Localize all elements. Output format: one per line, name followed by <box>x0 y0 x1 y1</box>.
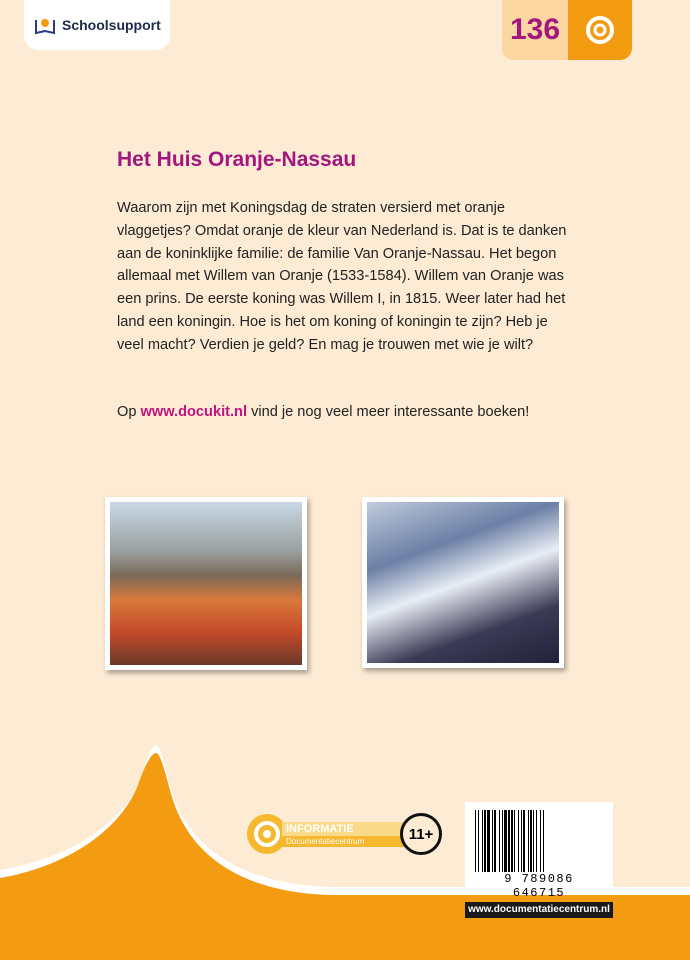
spiral-icon <box>585 15 615 45</box>
series-number: 136 <box>502 0 568 60</box>
informatie-sub: Documentatiecentrum <box>282 836 406 847</box>
photo-koningsdag <box>105 497 307 670</box>
book-icon <box>34 15 56 35</box>
logo-text: Schoolsupport <box>62 17 161 33</box>
barcode <box>465 802 613 900</box>
description: Waarom zijn met Koningsdag de straten versierd met oranje vlaggetjes? Omdat oranje de kleur van Nederland is. Dat is te danken aan de koninklijke familie: de familie Van Oranje-Nassau. Het begon allemaal met Willem van Oranje (1533-1584). Willem van Oranje was een prins. De eerste koning was Willem I, in 1815. Weer later had het land een koningin. Hoe is het om koning of koningin te zijn? Heb je veel macht? Verdien je geld? En mag je trouwen met wie je wilt? <box>117 200 567 353</box>
publisher-url[interactable]: www.documentatiecentrum.nl <box>465 902 613 918</box>
age-badge: 11+ <box>400 813 442 855</box>
more-suffix: vind je nog veel meer interessante boeken! <box>247 404 530 420</box>
barcode-bars <box>475 810 603 872</box>
docukit-link[interactable]: www.docukit.nl <box>140 404 248 420</box>
schoolsupport-logo <box>24 0 170 50</box>
page-title: Het Huis Oranje-Nassau <box>117 148 357 171</box>
informatie-logo <box>246 813 406 855</box>
more-info <box>117 404 529 420</box>
more-prefix: Op <box>117 404 141 420</box>
photo-royal-family <box>362 497 564 668</box>
series-badge <box>502 0 632 60</box>
isbn: 9 789086 646715 <box>504 872 574 900</box>
informatie-label: INFORMATIE <box>282 822 406 836</box>
